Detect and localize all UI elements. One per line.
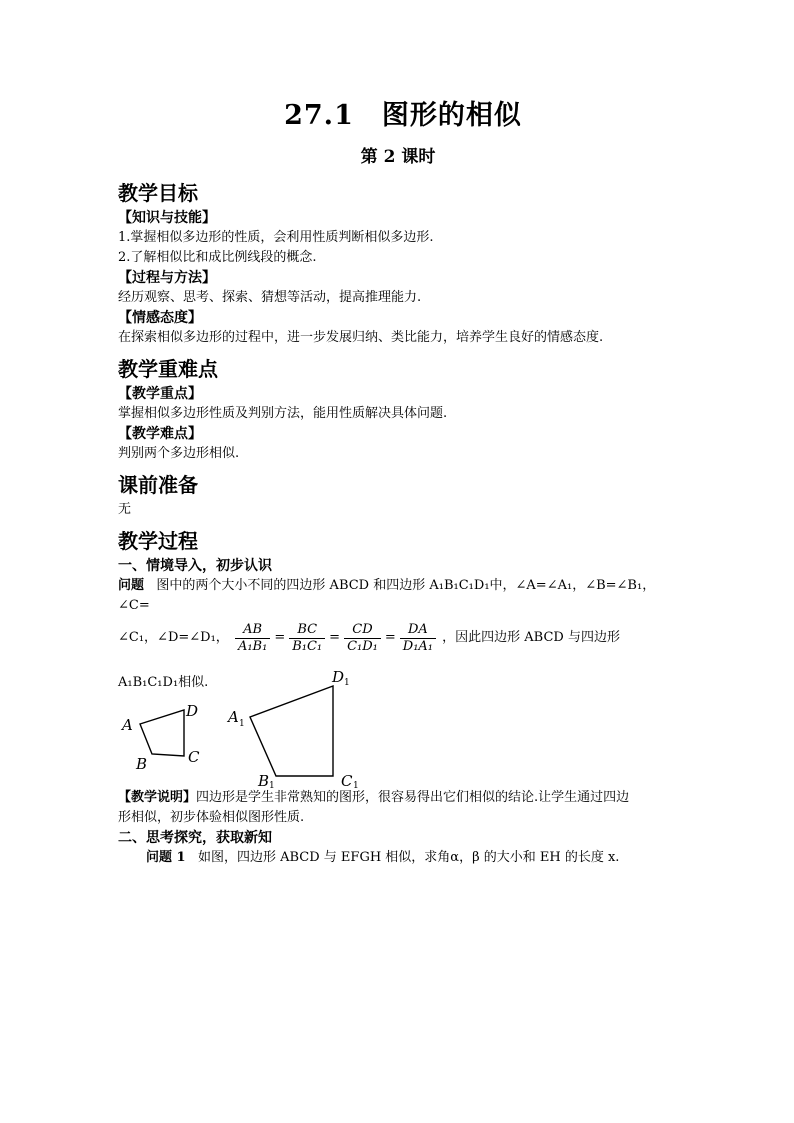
fraction-3-den: C₁D₁ — [347, 638, 378, 654]
fraction-4 — [400, 622, 436, 655]
large-label-d: D — [332, 668, 345, 686]
prep-heading: 课前准备 — [118, 473, 198, 497]
emotion-text: 在探索相似多边形的过程中，进一步发展归纳、类比能力，培养学生良好的情感态度. — [118, 330, 604, 345]
section-1-heading: 一、情境导入，初步认识 — [118, 558, 272, 574]
section-2-heading: 二、思考探究，获取新知 — [118, 830, 272, 846]
note-line-1 — [118, 788, 678, 808]
emotion-label: 【情感态度】 — [118, 310, 202, 326]
note-text-1: 四边形是学生非常熟知的图形，很容易得出它们相似的结论.让学生通过四边 — [196, 790, 630, 805]
problem-text-2b: ，因此四边形 ABCD 与四边形 A₁B₁C₁D₁相似. — [118, 630, 620, 690]
large-label-a: A — [228, 708, 239, 726]
process-text: 经历观察、思考、探索、猜想等活动，提高推理能力. — [118, 290, 422, 305]
large-sub-c: 1 — [353, 781, 359, 788]
note-label: 【教学说明】 — [118, 790, 197, 805]
fraction-2-den: B₁C₁ — [292, 638, 323, 654]
goals-heading: 教学目标 — [118, 181, 198, 205]
page-subtitle: 第 2 课时 — [360, 147, 436, 167]
large-label-c: C — [341, 772, 353, 788]
quadrilateral-figure — [118, 668, 678, 788]
document-page — [118, 96, 678, 868]
large-sub-a: 1 — [239, 719, 245, 729]
question-1-text: 如图，四边形 ABCD 与 EFGH 相似，求角α，β 的大小和 EH 的长度 x. — [197, 850, 620, 865]
key-heading: 教学重难点 — [118, 357, 218, 381]
problem-line-1 — [118, 576, 678, 616]
focus-text: 掌握相似多边形性质及判别方法，能用性质解决具体问题. — [118, 406, 448, 421]
focus-label: 【教学重点】 — [118, 386, 202, 402]
problem-text-2a: ∠C₁，∠D=∠D₁， — [118, 630, 229, 645]
fraction-2 — [289, 622, 325, 655]
fraction-2-num: BC — [289, 622, 325, 639]
note-line-2: 形相似，初步体验相似图形性质. — [118, 810, 305, 825]
fraction-1 — [235, 622, 270, 655]
fraction-3-num: CD — [344, 622, 381, 639]
difficulty-text: 判别两个多边形相似. — [118, 446, 240, 461]
large-label-b: B — [258, 772, 270, 788]
knowledge-label: 【知识与技能】 — [118, 210, 216, 226]
small-label-b: B — [136, 755, 148, 773]
small-label-d: D — [186, 702, 199, 720]
small-quadrilateral — [140, 710, 184, 756]
fraction-4-den: D₁A₁ — [402, 638, 433, 654]
prep-text: 无 — [118, 502, 132, 517]
fraction-4-num: DA — [400, 622, 436, 639]
process-heading: 教学过程 — [118, 529, 198, 553]
quadrilateral-diagram — [118, 668, 398, 788]
page-title: 27.1 图形的相似 — [284, 100, 522, 131]
fraction-3 — [344, 622, 381, 655]
small-label-a: A — [122, 716, 133, 734]
difficulty-label: 【教学难点】 — [118, 426, 202, 442]
large-quadrilateral — [250, 686, 333, 776]
large-sub-b: 1 — [269, 781, 275, 788]
large-sub-d: 1 — [344, 678, 350, 688]
fraction-1-num: AB — [235, 622, 270, 639]
problem-text-1: 图中的两个大小不同的四边形 ABCD 和四边形 A₁B₁C₁D₁中，∠A=∠A₁，∠B=∠B₁，∠C= — [118, 578, 656, 613]
problem-label: 问题 — [118, 578, 145, 593]
equals-1: = — [274, 630, 286, 645]
equals-2: = — [329, 630, 341, 645]
fraction-1-den: A₁B₁ — [237, 638, 268, 654]
knowledge-item-1: 1.掌握相似多边形的性质，会利用性质判断相似多边形. — [118, 230, 434, 245]
question-1 — [118, 848, 678, 868]
equals-3: = — [384, 630, 396, 645]
small-label-c: C — [188, 748, 200, 766]
process-label: 【过程与方法】 — [118, 270, 216, 286]
question-1-label: 问题 1 — [146, 850, 186, 865]
problem-line-2 — [118, 616, 678, 690]
knowledge-item-2: 2.了解相似比和成比例线段的概念. — [118, 250, 317, 265]
